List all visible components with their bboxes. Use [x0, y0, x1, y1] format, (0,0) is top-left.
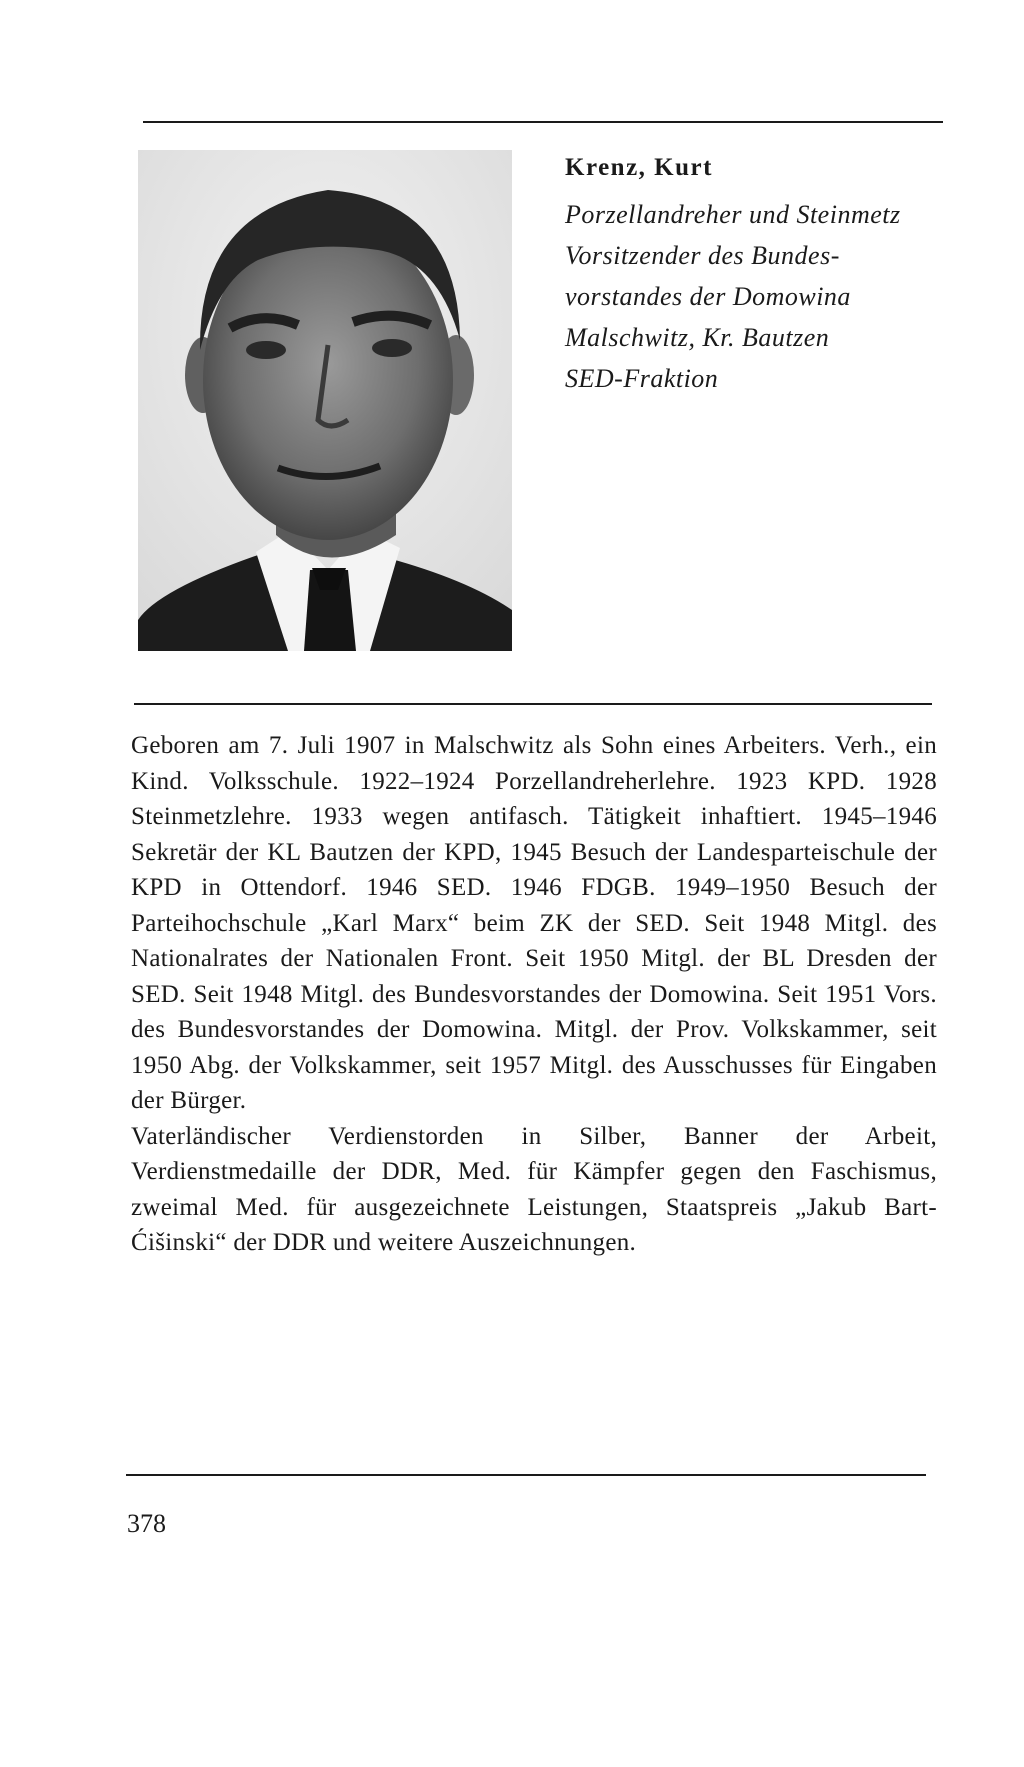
biography-paragraph-awards: Vaterländischer Verdienstorden in Silber, Banner der Arbeit, Verdienstmedaille der DDR, Med. für Kämpfer gegen den Faschismus, zweimal Med. für ausgezeichnete Leistungen, Staatspreis „Jakub Bart-Ćišinski“ der DDR und weitere Auszeichnungen. — [131, 1122, 937, 1256]
constituency-line: Malschwitz, Kr. Bautzen — [565, 323, 830, 352]
person-header — [565, 150, 945, 399]
portrait-illustration — [138, 150, 512, 651]
bottom-divider — [126, 1474, 926, 1476]
middle-divider — [134, 703, 932, 705]
position-line-1: Vorsitzender des Bundes- — [565, 241, 840, 270]
portrait-photo — [138, 150, 512, 651]
person-name: Krenz, Kurt — [565, 154, 713, 181]
position-line-2: vorstandes der Domowina — [565, 282, 851, 311]
biography — [131, 728, 937, 1261]
page-number: 378 — [127, 1509, 166, 1538]
biography-paragraph-career: Geboren am 7. Juli 1907 in Malschwitz als Sohn eines Arbeiters. Verh., ein Kind. Volksschule. 1922–1924 Porzellandreherlehre. 1923 KPD. 1928 Steinmetzlehre. 1933 wegen antifasch. Tätigkeit inhaftiert. 1945–1946 Sekretär der KL Bautzen der KPD, 1945 Besuch der Landesparteischule der KPD in Ottendorf. 1946 SED. 1946 FDGB. 1949–1950 Besuch der Parteihochschule „Karl Marx“ beim ZK der SED. Seit 1948 Mitgl. des Nationalrates der Nationalen Front. Seit 1950 Mitgl. der BL Dresden der SED. Seit 1948 Mitgl. des Bundesvorstandes der Domowina. Seit 1951 Vors. des Bundesvorstandes der Domowina. Mitgl. der Prov. Volkskammer, seit 1950 Abg. der Volkskammer, seit 1957 Mitgl. des Ausschusses für Eingaben der Bürger. — [131, 732, 937, 1114]
top-divider — [143, 121, 943, 123]
faction-line: SED-Fraktion — [565, 364, 719, 393]
occupation-line: Porzellandreher und Steinmetz — [565, 200, 901, 229]
